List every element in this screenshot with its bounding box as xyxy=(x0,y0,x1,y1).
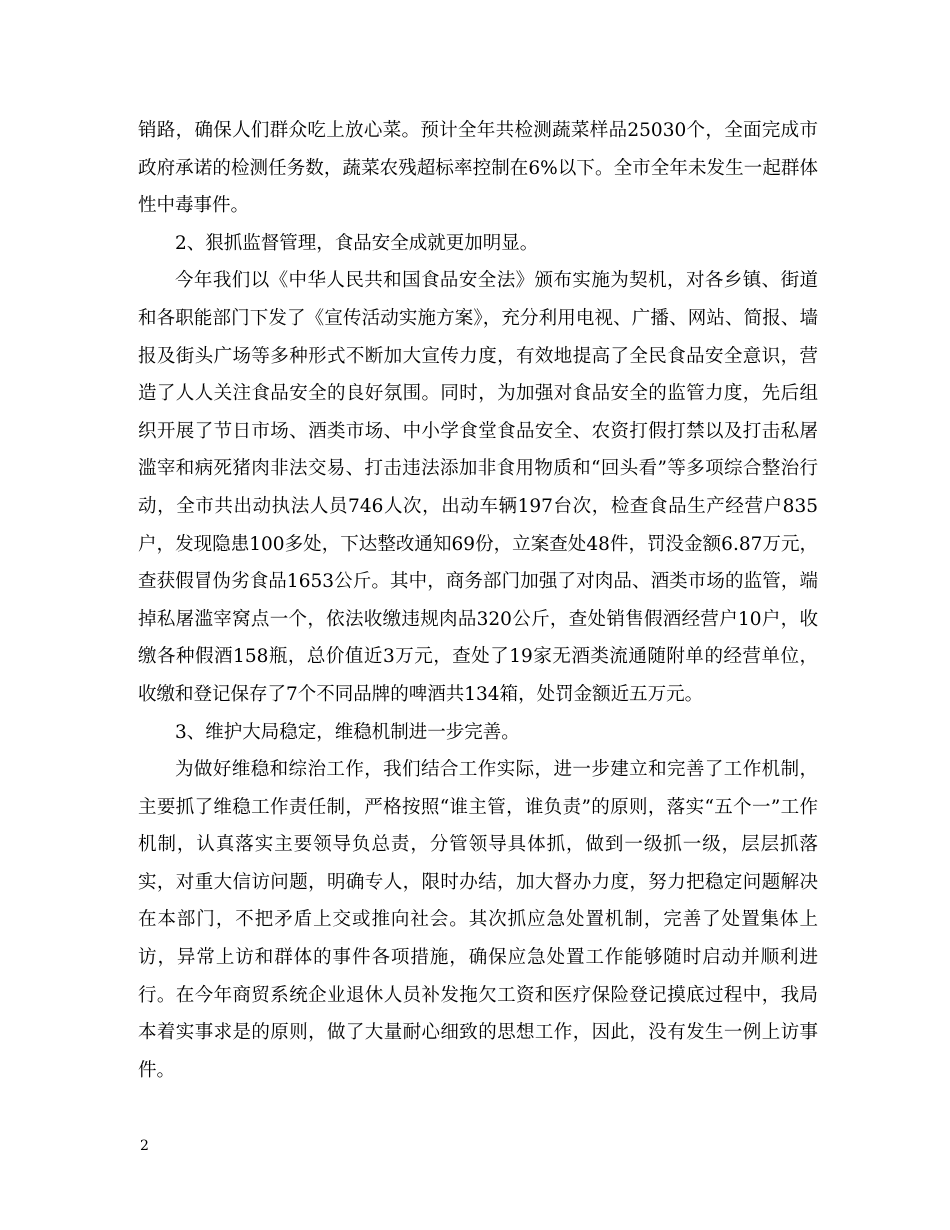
section-heading-supervision: 2、狠抓监督管理，食品安全成就更加明显。 xyxy=(175,232,539,254)
paragraph-food-safety: 今年我们以《中华人民共和国食品安全法》颁布实施为契机，对各乡镇、街道和各职能部门下发了《宣传活动实施方案》，充分利用电视、广播、网站、简报、墙报及街头广场等多种形式不断加大宣传力度，有效地提高了全民食品安全意识，营造了人人关注食品安全的良好氛围。同时，为加强对食品安全的监管力度，先后组织开展了节日市场、酒类市场、中小学食堂食品安全、农资打假打禁以及打击私屠滥宰和病死猪肉非法交易、打击违法添加非食用物质和“回头看”等多项综合整治行动，全市共出动执法人员746人次，出动车辆197台次，检查食品生产经营户835户，发现隐患100多处，下达整改通知69份，立案查处48件，罚没金额6.87万元，查获假冒伪劣食品1653公斤。其中，商务部门加强了对肉品、酒类市场的监管，端掉私屠滥宰窝点一个，依法收缴违规肉品320公斤，查处销售假酒经营户10户，收缴各种假酒158瓶，总价值近3万元，查处了19家无酒类流通随附单的经营单位，收缴和登记保存了7个不同品牌的啤酒共134箱，处罚金额近五万元。 xyxy=(138,270,818,705)
page-body xyxy=(138,112,818,1089)
paragraph-continuation: 销路，确保人们群众吃上放心菜。预计全年共检测蔬菜样品25030个，全面完成市政府承诺的检测任务数，蔬菜农残超标率控制在6%以下。全市全年未发生一起群体性中毒事件。 xyxy=(138,120,818,217)
paragraph-stability: 为做好维稳和综治工作，我们结合工作实际，进一步建立和完善了工作机制，主要抓了维稳工作责任制，严格按照“谁主管，谁负责”的原则，落实“五个一”工作机制，认真落实主要领导负总责，分管领导具体抓，做到一级抓一级，层层抓落实，对重大信访问题，明确专人，限时办结，加大督办力度，努力把稳定问题解决在本部门，不把矛盾上交或推向社会。其次抓应急处置机制，完善了处置集体上访，异常上访和群体的事件各项措施，确保应急处置工作能够随时启动并顺利进行。在今年商贸系统企业退休人员补发拖欠工资和医疗保险登记摸底过程中，我局本着实事求是的原则，做了大量耐心细致的思想工作，因此，没有发生一例上访事件。 xyxy=(138,759,818,1081)
page-number: 2 xyxy=(140,1138,149,1154)
section-heading-stability: 3、维护大局稳定，维稳机制进一步完善。 xyxy=(175,721,520,743)
